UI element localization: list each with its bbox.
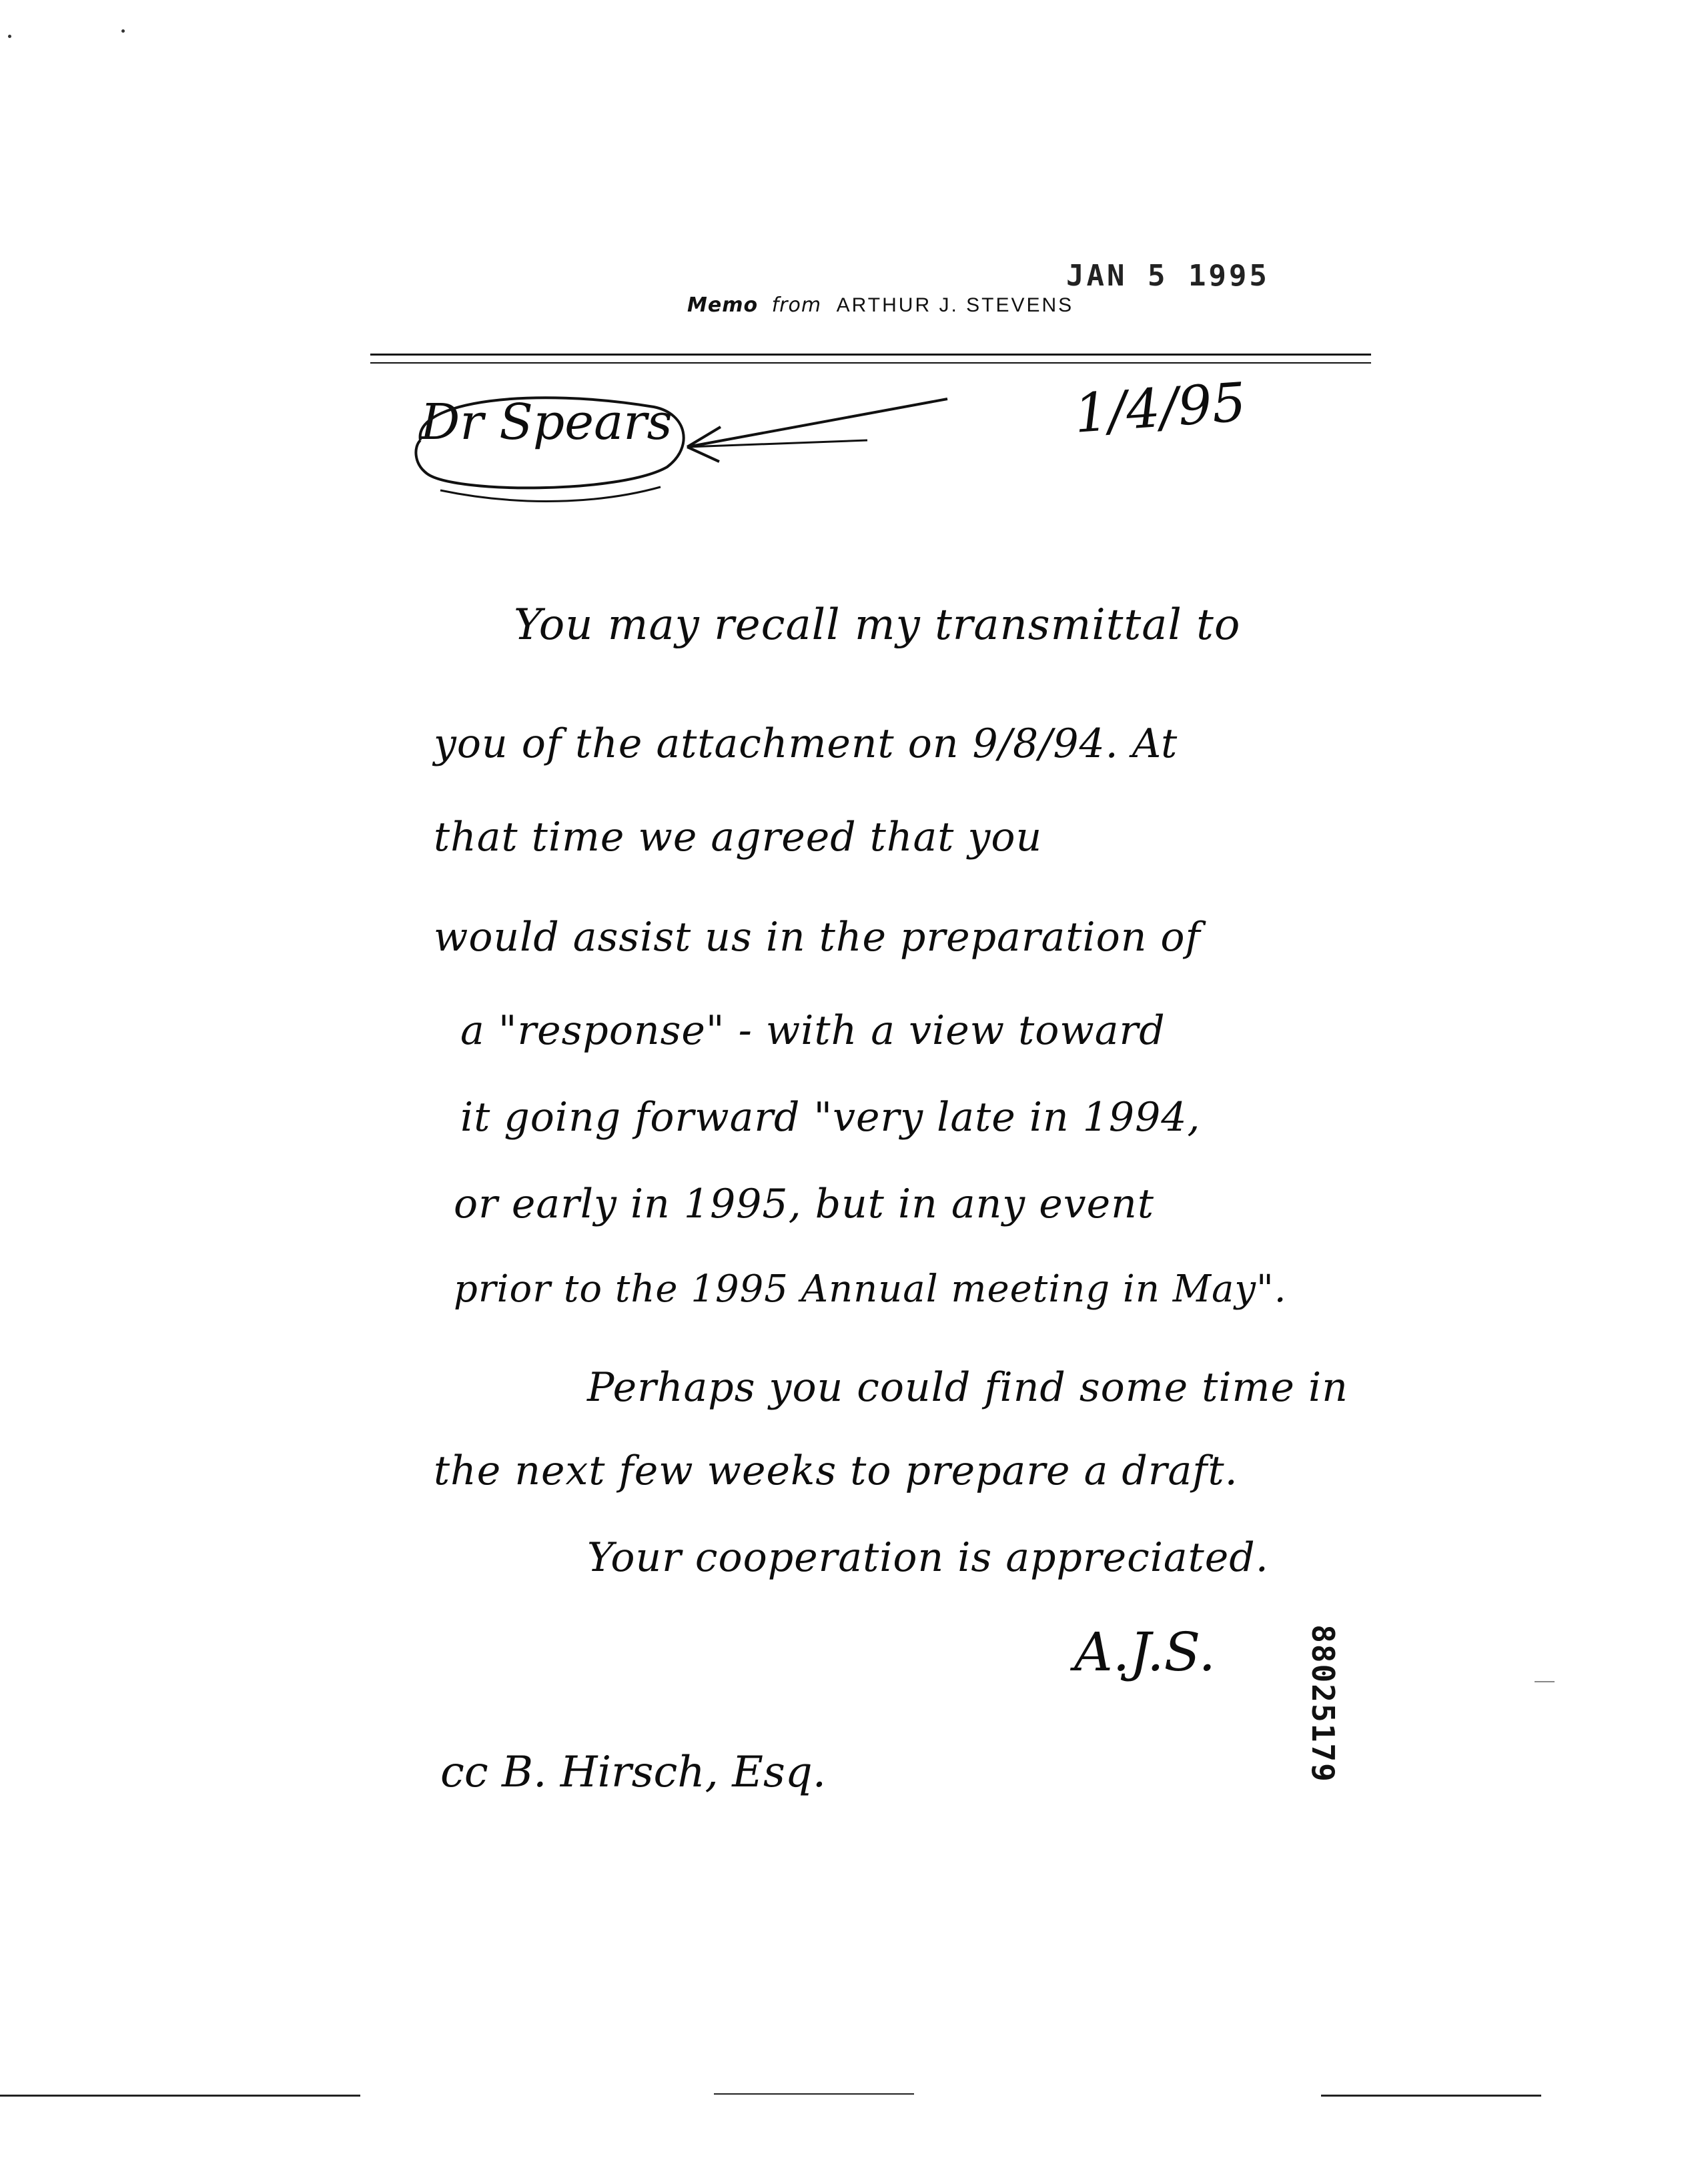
body-line: it going forward "very late in 1994, — [460, 1094, 1201, 1141]
memo-sender-name: ARTHUR J. STEVENS — [836, 294, 1074, 316]
memo-header — [687, 294, 1074, 317]
scan-speck — [8, 35, 11, 38]
body-line: Your cooperation is appreciated. — [587, 1534, 1269, 1581]
scan-edge-line — [0, 2095, 360, 2097]
header-rule-bottom — [370, 362, 1371, 364]
salutation: Dr Spears — [420, 394, 673, 451]
body-line: you of the attachment on 9/8/94. At — [434, 720, 1178, 767]
scan-edge-line — [714, 2093, 914, 2095]
document-number: 88025179 — [1305, 1624, 1341, 1783]
memo-from-label: from — [771, 294, 822, 317]
body-line: Perhaps you could find some time in — [587, 1364, 1348, 1411]
cc-line: cc B. Hirsch, Esq. — [440, 1748, 827, 1797]
body-line: that time we agreed that you — [434, 814, 1043, 861]
body-line: You may recall my transmittal to — [514, 600, 1241, 650]
body-line: would assist us in the preparation of — [434, 914, 1201, 961]
memo-lead-label: Memo — [687, 294, 759, 317]
handwritten-date: 1/4/95 — [1072, 371, 1248, 445]
body-line: a "response" - with a view toward — [460, 1007, 1166, 1054]
scan-edge-line — [1535, 1681, 1555, 1682]
body-line: or early in 1995, but in any event — [454, 1181, 1154, 1227]
signature-initials: A.J.S. — [1074, 1621, 1216, 1683]
scan-speck — [121, 29, 125, 33]
body-line: prior to the 1995 Annual meeting in May". — [454, 1267, 1287, 1311]
scan-edge-line — [1321, 2095, 1541, 2097]
received-date-stamp: JAN 5 1995 — [1066, 259, 1270, 293]
salutation-circle-and-arrow — [400, 380, 967, 527]
body-line: the next few weeks to prepare a draft. — [434, 1448, 1238, 1494]
header-rule-top — [370, 354, 1371, 356]
